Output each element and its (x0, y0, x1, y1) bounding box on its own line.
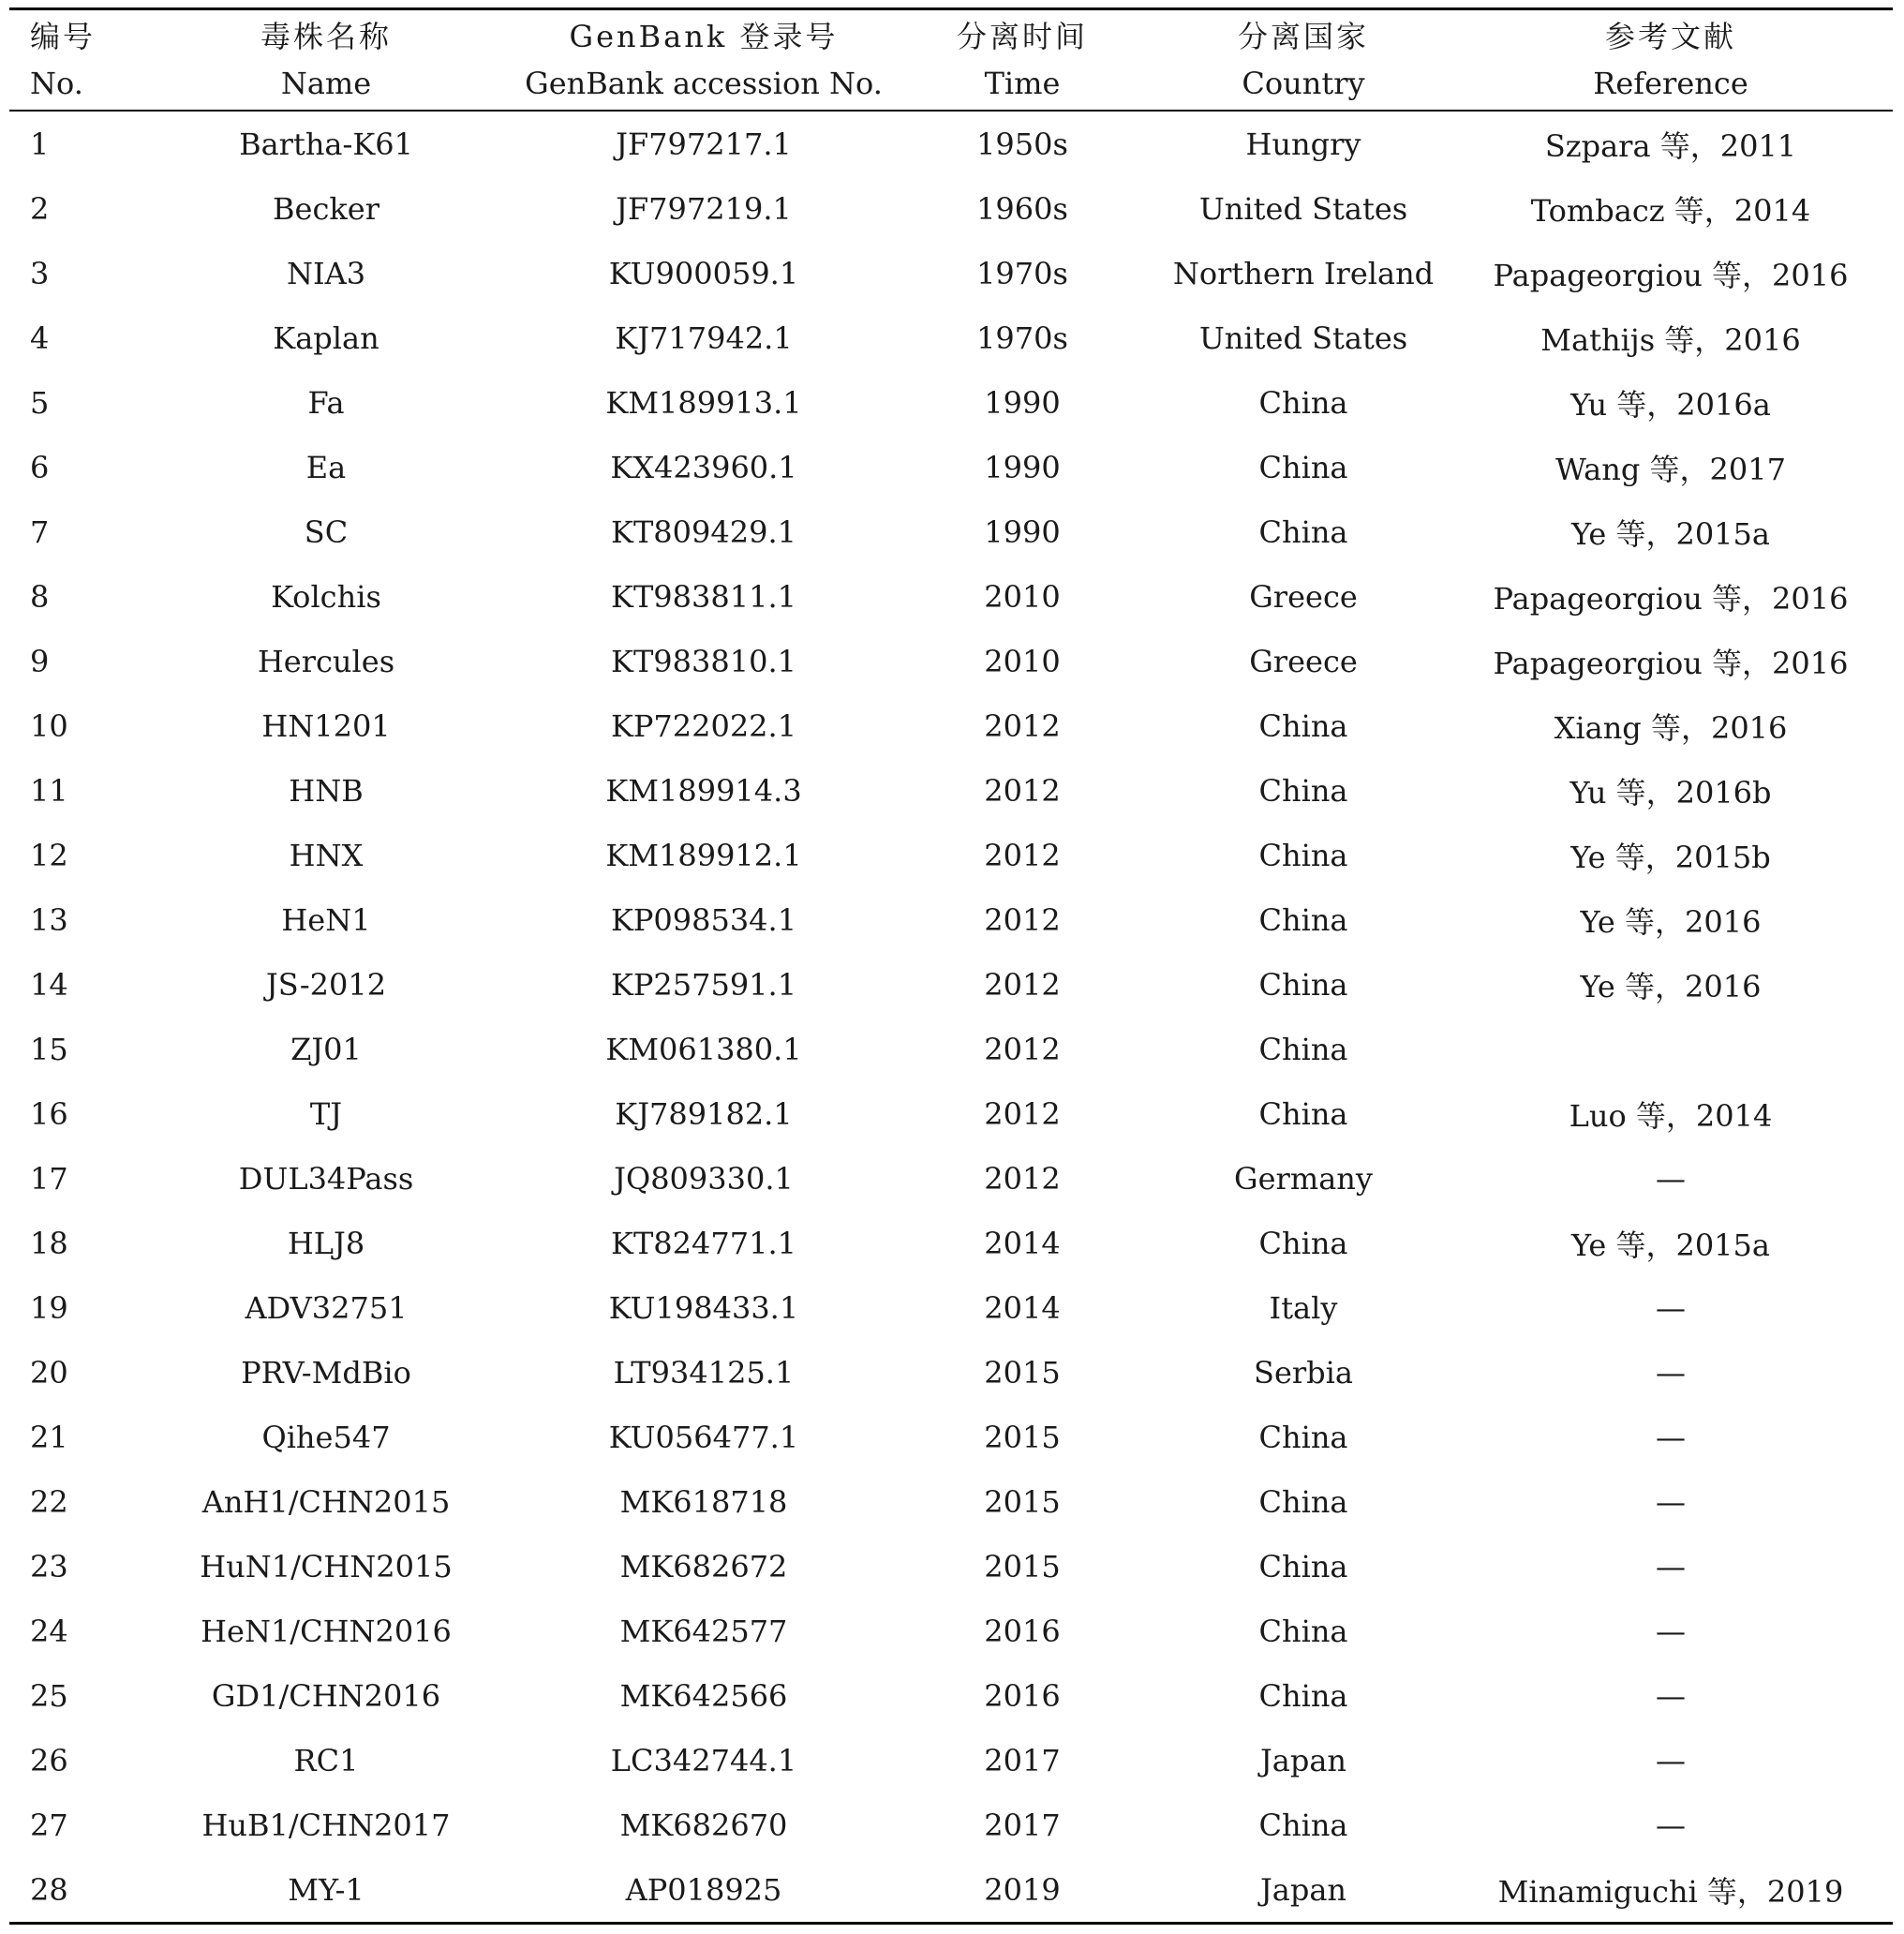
cell-reference: — (1656, 1419, 1686, 1455)
cell-time: 2014 (984, 1289, 1061, 1326)
table-row (9, 564, 1893, 629)
cell-no: 24 (30, 1613, 68, 1649)
cell-reference: Luo 等，2014 (1569, 1097, 1773, 1134)
cell-reference: — (1656, 1354, 1686, 1391)
header-country-en: Country (1242, 66, 1365, 101)
data-table (9, 10, 1893, 1922)
table-row (9, 1663, 1893, 1728)
table-row (9, 112, 1893, 176)
cell-name: Fa (307, 384, 345, 421)
cell-accession: KM189914.3 (605, 772, 802, 809)
cell-reference: Wang 等，2017 (1555, 451, 1786, 487)
cell-accession: KM189913.1 (605, 384, 802, 421)
cell-accession: KP257591.1 (610, 966, 797, 1003)
cell-reference: — (1656, 1483, 1686, 1520)
header-accession-en: GenBank accession No. (525, 66, 883, 101)
cell-no: 22 (30, 1483, 68, 1520)
table-header (9, 10, 1893, 112)
cell-time: 2012 (984, 1031, 1061, 1067)
cell-country: United States (1198, 190, 1408, 227)
header-name-zh: 毒株名称 (260, 19, 392, 54)
header-no-en: No. (30, 66, 83, 101)
cell-no: 18 (30, 1225, 68, 1261)
cell-name: HuN1/CHN2015 (200, 1548, 453, 1584)
cell-country: China (1258, 1548, 1348, 1584)
cell-reference: Minamiguchi 等，2019 (1497, 1873, 1844, 1910)
cell-accession: LT934125.1 (613, 1354, 795, 1391)
cell-country: China (1258, 1613, 1348, 1649)
cell-reference: Ye 等，2016 (1580, 968, 1762, 1004)
cell-country: China (1258, 1483, 1348, 1520)
cell-name: AnH1/CHN2015 (201, 1483, 451, 1520)
cell-reference: Tombacz 等，2014 (1530, 192, 1811, 229)
cell-reference: Ye 等，2015b (1570, 839, 1771, 875)
cell-accession: MK682672 (619, 1548, 788, 1584)
cell-no: 17 (30, 1160, 68, 1197)
cell-time: 2012 (984, 707, 1061, 744)
cell-time: 2017 (984, 1742, 1061, 1778)
cell-country: China (1258, 707, 1348, 744)
cell-accession: AP018925 (625, 1871, 782, 1908)
table-row (9, 1340, 1893, 1405)
cell-time: 1970s (976, 255, 1068, 291)
cell-time: 1950s (976, 126, 1068, 162)
cell-time: 2012 (984, 1160, 1061, 1197)
cell-country: Greece (1249, 578, 1358, 615)
cell-reference: — (1656, 1289, 1686, 1326)
header-row (9, 10, 1893, 110)
cell-name: Ea (305, 449, 347, 485)
cell-name: PRV-MdBio (241, 1354, 411, 1391)
table-body (9, 112, 1893, 1922)
cell-time: 2015 (984, 1548, 1061, 1584)
cell-time: 2012 (984, 1095, 1061, 1132)
table-row (9, 1405, 1893, 1469)
cell-accession: MK642577 (619, 1613, 788, 1649)
cell-time: 2019 (984, 1871, 1061, 1908)
cell-time: 1990 (984, 449, 1061, 485)
cell-accession: KU056477.1 (608, 1419, 799, 1455)
strain-table (9, 7, 1893, 1925)
header-country (1158, 10, 1449, 110)
table-row (9, 176, 1893, 241)
cell-time: 2015 (984, 1419, 1061, 1455)
cell-name: HNB (289, 772, 364, 809)
cell-country: Japan (1259, 1871, 1347, 1908)
cell-accession: KT983810.1 (611, 643, 796, 679)
cell-no: 1 (30, 126, 50, 162)
cell-accession: JQ809330.1 (614, 1160, 794, 1197)
cell-country: China (1258, 449, 1348, 485)
cell-accession: JF797219.1 (616, 190, 792, 227)
cell-no: 10 (30, 707, 68, 744)
header-time-en: Time (984, 66, 1061, 101)
cell-country: China (1258, 901, 1348, 938)
cell-accession: KX423960.1 (610, 449, 797, 485)
cell-reference: Szpara 等，2011 (1544, 127, 1797, 164)
header-reference (1449, 10, 1893, 110)
cell-country: China (1258, 837, 1348, 873)
cell-no: 16 (30, 1095, 68, 1132)
cell-reference: — (1656, 1160, 1686, 1197)
cell-name: Kolchis (271, 578, 381, 615)
cell-country: China (1258, 1419, 1348, 1455)
cell-name: HNX (289, 837, 364, 873)
table-row (9, 435, 1893, 499)
cell-name: Bartha-K61 (239, 126, 413, 162)
cell-time: 2012 (984, 837, 1061, 873)
cell-reference: Mathijs 等，2016 (1540, 321, 1801, 358)
cell-no: 27 (30, 1807, 68, 1843)
cell-country: Hungry (1245, 126, 1361, 162)
table-row (9, 370, 1893, 435)
cell-country: China (1258, 1225, 1348, 1261)
cell-name: HeN1/CHN2016 (201, 1613, 452, 1649)
cell-accession: KU198433.1 (608, 1289, 799, 1326)
cell-no: 12 (30, 837, 68, 873)
cell-reference: — (1656, 1742, 1686, 1778)
cell-country: Italy (1269, 1289, 1338, 1326)
cell-name: HeN1 (281, 901, 371, 938)
table-row (9, 1211, 1893, 1275)
cell-name: NIA3 (286, 255, 366, 291)
header-name (131, 10, 521, 110)
cell-country: China (1258, 1677, 1348, 1714)
cell-name: RC1 (293, 1742, 359, 1778)
cell-time: 2017 (984, 1807, 1061, 1843)
header-reference-zh: 参考文献 (1604, 19, 1736, 54)
table-row (9, 952, 1893, 1017)
cell-time: 2016 (984, 1677, 1061, 1714)
table-row (9, 823, 1893, 887)
cell-no: 13 (30, 901, 68, 938)
header-accession (521, 10, 886, 110)
cell-reference: Xiang 等，2016 (1554, 709, 1788, 746)
cell-time: 2012 (984, 966, 1061, 1003)
table-row (9, 241, 1893, 305)
cell-name: Kaplan (273, 320, 379, 356)
cell-name: SC (304, 513, 349, 550)
table-row (9, 305, 1893, 370)
cell-accession: JF797217.1 (616, 126, 792, 162)
cell-time: 1990 (984, 384, 1061, 421)
cell-accession: KJ717942.1 (615, 320, 793, 356)
cell-name: JS-2012 (265, 966, 387, 1003)
table-row (9, 1017, 1893, 1081)
cell-time: 2010 (984, 643, 1061, 679)
table-row (9, 1081, 1893, 1146)
cell-country: China (1258, 384, 1348, 421)
cell-country: Germany (1234, 1160, 1373, 1197)
cell-no: 2 (30, 190, 50, 227)
cell-country: China (1258, 513, 1348, 550)
cell-time: 1970s (976, 320, 1068, 356)
cell-no: 7 (30, 513, 50, 550)
table-row (9, 1857, 1893, 1922)
cell-country: China (1258, 1807, 1348, 1843)
cell-reference: Yu 等，2016b (1569, 774, 1772, 811)
cell-country: Greece (1249, 643, 1358, 679)
cell-no: 15 (30, 1031, 68, 1067)
cell-accession: KU900059.1 (608, 255, 799, 291)
cell-accession: KP722022.1 (610, 707, 797, 744)
cell-name: GD1/CHN2016 (211, 1677, 441, 1714)
cell-no: 6 (30, 449, 50, 485)
cell-reference: Papageorgiou 等，2016 (1493, 645, 1849, 681)
cell-name: Qihe547 (261, 1419, 391, 1455)
cell-time: 1990 (984, 513, 1061, 550)
cell-no: 5 (30, 384, 50, 421)
cell-country: Japan (1259, 1742, 1347, 1778)
cell-country: Northern Ireland (1172, 255, 1435, 291)
table-row (9, 1275, 1893, 1340)
cell-time: 2016 (984, 1613, 1061, 1649)
cell-no: 11 (30, 772, 68, 809)
table-row (9, 887, 1893, 952)
cell-country: China (1258, 1031, 1348, 1067)
header-time-zh: 分离时间 (956, 19, 1088, 54)
cell-no: 26 (30, 1742, 68, 1778)
cell-name: MY-1 (288, 1871, 364, 1908)
cell-reference: Papageorgiou 等，2016 (1493, 580, 1849, 617)
cell-reference: — (1656, 1807, 1686, 1843)
table-row (9, 758, 1893, 823)
table-row (9, 499, 1893, 564)
cell-time: 2015 (984, 1354, 1061, 1391)
cell-name: ZJ01 (290, 1031, 362, 1067)
cell-name: HLJ8 (287, 1225, 365, 1261)
cell-name: TJ (309, 1095, 343, 1132)
cell-time: 2012 (984, 772, 1061, 809)
header-time (886, 10, 1158, 110)
cell-country: Serbia (1254, 1354, 1353, 1391)
cell-accession: MK682670 (619, 1807, 788, 1843)
cell-reference: Ye 等，2016 (1580, 903, 1762, 940)
cell-country: China (1258, 966, 1348, 1003)
cell-no: 3 (30, 255, 50, 291)
cell-no: 20 (30, 1354, 68, 1391)
cell-no: 25 (30, 1677, 68, 1714)
cell-accession: LC342744.1 (610, 1742, 797, 1778)
table-row (9, 1728, 1893, 1793)
table-row (9, 1469, 1893, 1534)
table-row (9, 1599, 1893, 1663)
cell-name: ADV32751 (245, 1289, 408, 1326)
cell-country: United States (1198, 320, 1408, 356)
cell-name: Becker (273, 190, 379, 227)
cell-accession: MK618718 (619, 1483, 788, 1520)
cell-accession: KT983811.1 (611, 578, 796, 615)
cell-name: HN1201 (261, 707, 391, 744)
cell-no: 21 (30, 1419, 68, 1455)
cell-no: 9 (30, 643, 50, 679)
cell-reference: — (1656, 1613, 1686, 1649)
cell-time: 2015 (984, 1483, 1061, 1520)
cell-no: 19 (30, 1289, 68, 1326)
cell-reference: Ye 等，2015a (1571, 515, 1770, 552)
cell-no: 28 (30, 1871, 68, 1908)
cell-accession: KT809429.1 (611, 513, 796, 550)
table-row (9, 1146, 1893, 1211)
cell-reference: Yu 等，2016a (1570, 386, 1771, 423)
cell-time: 2012 (984, 901, 1061, 938)
cell-name: Hercules (257, 643, 395, 679)
header-accession-zh: GenBank 登录号 (569, 19, 839, 54)
cell-accession: KM061380.1 (605, 1031, 802, 1067)
cell-accession: KJ789182.1 (615, 1095, 793, 1132)
cell-accession: KT824771.1 (611, 1225, 796, 1261)
header-no (9, 10, 131, 110)
cell-name: DUL34Pass (238, 1160, 414, 1197)
cell-time: 2010 (984, 578, 1061, 615)
cell-country: China (1258, 772, 1348, 809)
cell-time: 2014 (984, 1225, 1061, 1261)
cell-no: 8 (30, 578, 50, 615)
cell-accession: KP098534.1 (610, 901, 797, 938)
header-country-zh: 分离国家 (1237, 19, 1369, 54)
table-row (9, 693, 1893, 758)
cell-reference: Papageorgiou 等，2016 (1493, 257, 1849, 293)
cell-reference (1449, 1017, 1893, 1081)
cell-accession: MK642566 (619, 1677, 788, 1714)
table-row (9, 1534, 1893, 1599)
cell-no: 23 (30, 1548, 68, 1584)
cell-reference: Ye 等，2015a (1571, 1227, 1770, 1263)
cell-time: 1960s (976, 190, 1068, 227)
cell-accession: KM189912.1 (605, 837, 802, 873)
cell-reference: — (1656, 1548, 1686, 1584)
header-no-zh: 编号 (30, 19, 97, 54)
cell-no: 4 (30, 320, 50, 356)
cell-country: China (1258, 1095, 1348, 1132)
cell-reference: — (1656, 1677, 1686, 1714)
header-reference-en: Reference (1593, 66, 1748, 101)
table-row (9, 1793, 1893, 1857)
cell-name: HuB1/CHN2017 (201, 1807, 451, 1843)
header-name-en: Name (280, 66, 372, 101)
bottom-rule (9, 1922, 1893, 1925)
cell-no: 14 (30, 966, 68, 1003)
table-row (9, 629, 1893, 693)
